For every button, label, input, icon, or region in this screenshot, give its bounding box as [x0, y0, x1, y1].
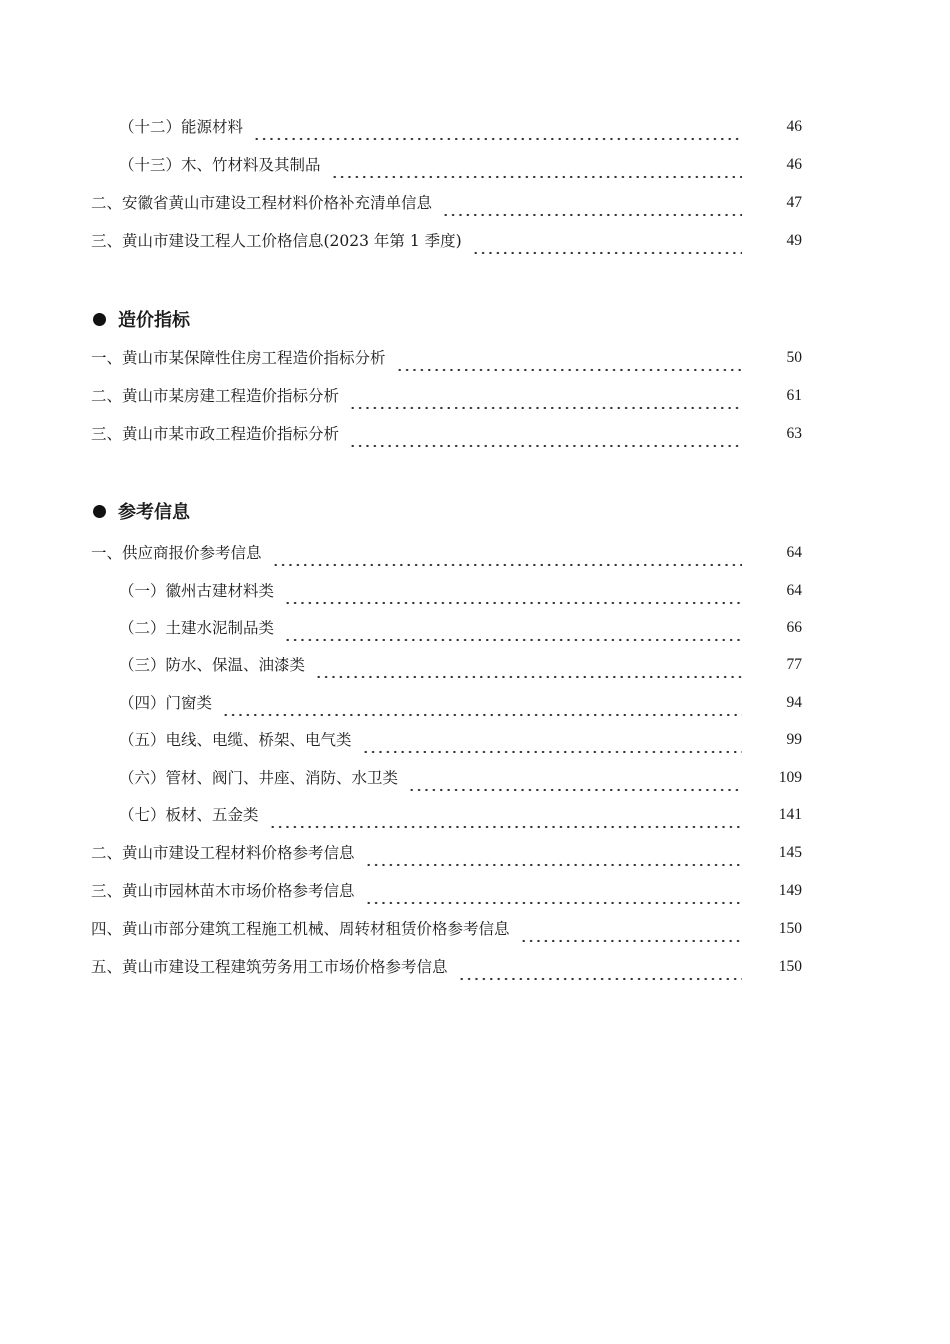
toc-entry[interactable] [119, 115, 802, 139]
toc-entry[interactable] [119, 616, 802, 640]
toc-entry-label: 一、黄山市某保障性住房工程造价指标分析 [91, 349, 386, 367]
dot-leader [396, 347, 742, 371]
dot-leader [349, 385, 742, 409]
toc-entry[interactable] [119, 579, 802, 603]
toc-entry[interactable] [91, 955, 802, 979]
dot-leader [520, 918, 742, 942]
section-title: 造价指标 [118, 310, 190, 331]
dot-leader [269, 804, 742, 828]
toc-entry-label: （一）徽州古建材料类 [119, 582, 275, 600]
section-heading-reference-info [93, 497, 190, 525]
toc-entry-page: 49 [786, 232, 802, 249]
toc-entry-label: 二、黄山市建设工程材料价格参考信息 [91, 844, 355, 862]
toc-entry[interactable] [91, 229, 802, 253]
toc-entry-label: 五、黄山市建设工程建筑劳务用工市场价格参考信息 [91, 958, 448, 976]
toc-entry-page: 150 [778, 920, 802, 937]
toc-entry-page: 94 [786, 694, 802, 711]
toc-entry-page: 64 [786, 544, 802, 561]
toc-entry-label: （五）电线、电缆、桥架、电气类 [119, 731, 352, 749]
toc-entry[interactable] [119, 653, 802, 677]
toc-entry-label: 二、黄山市某房建工程造价指标分析 [91, 387, 340, 405]
toc-entry-page: 66 [786, 619, 802, 636]
toc-entry-page: 141 [778, 806, 802, 823]
dot-leader [222, 692, 742, 716]
toc-entry[interactable] [91, 384, 802, 408]
dot-leader [253, 116, 742, 140]
section-title: 参考信息 [118, 502, 190, 523]
toc-entry-page: 150 [778, 958, 802, 975]
toc-entry[interactable] [119, 803, 802, 827]
toc-entry-page: 61 [786, 387, 802, 404]
toc-entry-page: 145 [778, 844, 802, 861]
toc-entry-page: 77 [786, 656, 802, 673]
dot-leader [442, 192, 742, 216]
toc-entry-page: 99 [786, 731, 802, 748]
dot-leader [315, 654, 742, 678]
toc-entry-label: 三、黄山市某市政工程造价指标分析 [91, 425, 340, 443]
dot-leader [284, 617, 742, 641]
dot-leader [472, 230, 742, 254]
toc-entry[interactable] [91, 917, 802, 941]
dot-leader [408, 767, 742, 791]
toc-entry[interactable] [91, 841, 802, 865]
toc-entry-label: （十二）能源材料 [119, 118, 244, 136]
toc-entry-label: （十三）木、竹材料及其制品 [119, 156, 321, 174]
dot-leader [365, 842, 742, 866]
toc-entry-label: 二、安徽省黄山市建设工程材料价格补充清单信息 [91, 194, 433, 212]
dot-leader [458, 956, 742, 980]
toc-entry[interactable] [91, 879, 802, 903]
toc-entry-page: 64 [786, 582, 802, 599]
toc-entry[interactable] [119, 153, 802, 177]
toc-entry-label: （七）板材、五金类 [119, 806, 259, 824]
toc-entry-label: 三、黄山市建设工程人工价格信息(2023 年第 1 季度) [91, 232, 462, 250]
toc-entry[interactable] [91, 541, 802, 565]
section-heading-cost-indicators [93, 305, 190, 333]
toc-entry[interactable] [91, 422, 802, 446]
toc-entry-page: 63 [786, 425, 802, 442]
toc-entry[interactable] [119, 766, 802, 790]
toc-entry[interactable] [119, 728, 802, 752]
bullet-icon [93, 505, 106, 518]
toc-entry[interactable] [119, 691, 802, 715]
dot-leader [365, 880, 742, 904]
toc-entry-label: （六）管材、阀门、井座、消防、水卫类 [119, 769, 399, 787]
dot-leader [284, 580, 742, 604]
toc-entry-page: 109 [778, 769, 802, 786]
toc-entry-label: （二）土建水泥制品类 [119, 619, 275, 637]
bullet-icon [93, 313, 106, 326]
toc-entry-page: 46 [786, 156, 802, 173]
toc-entry-page: 46 [786, 118, 802, 135]
toc-entry-label: 四、黄山市部分建筑工程施工机械、周转材租赁价格参考信息 [91, 920, 510, 938]
dot-leader [349, 423, 742, 447]
toc-entry-page: 47 [786, 194, 802, 211]
dot-leader [331, 154, 742, 178]
toc-entry-label: 一、供应商报价参考信息 [91, 544, 262, 562]
toc-entry-label: （四）门窗类 [119, 694, 213, 712]
toc-entry[interactable] [91, 346, 802, 370]
toc-entry[interactable] [91, 191, 802, 215]
dot-leader [362, 729, 742, 753]
toc-entry-label: （三）防水、保温、油漆类 [119, 656, 306, 674]
toc-entry-page: 149 [778, 882, 802, 899]
dot-leader [272, 542, 742, 566]
toc-entry-label: 三、黄山市园林苗木市场价格参考信息 [91, 882, 355, 900]
toc-entry-page: 50 [786, 349, 802, 366]
